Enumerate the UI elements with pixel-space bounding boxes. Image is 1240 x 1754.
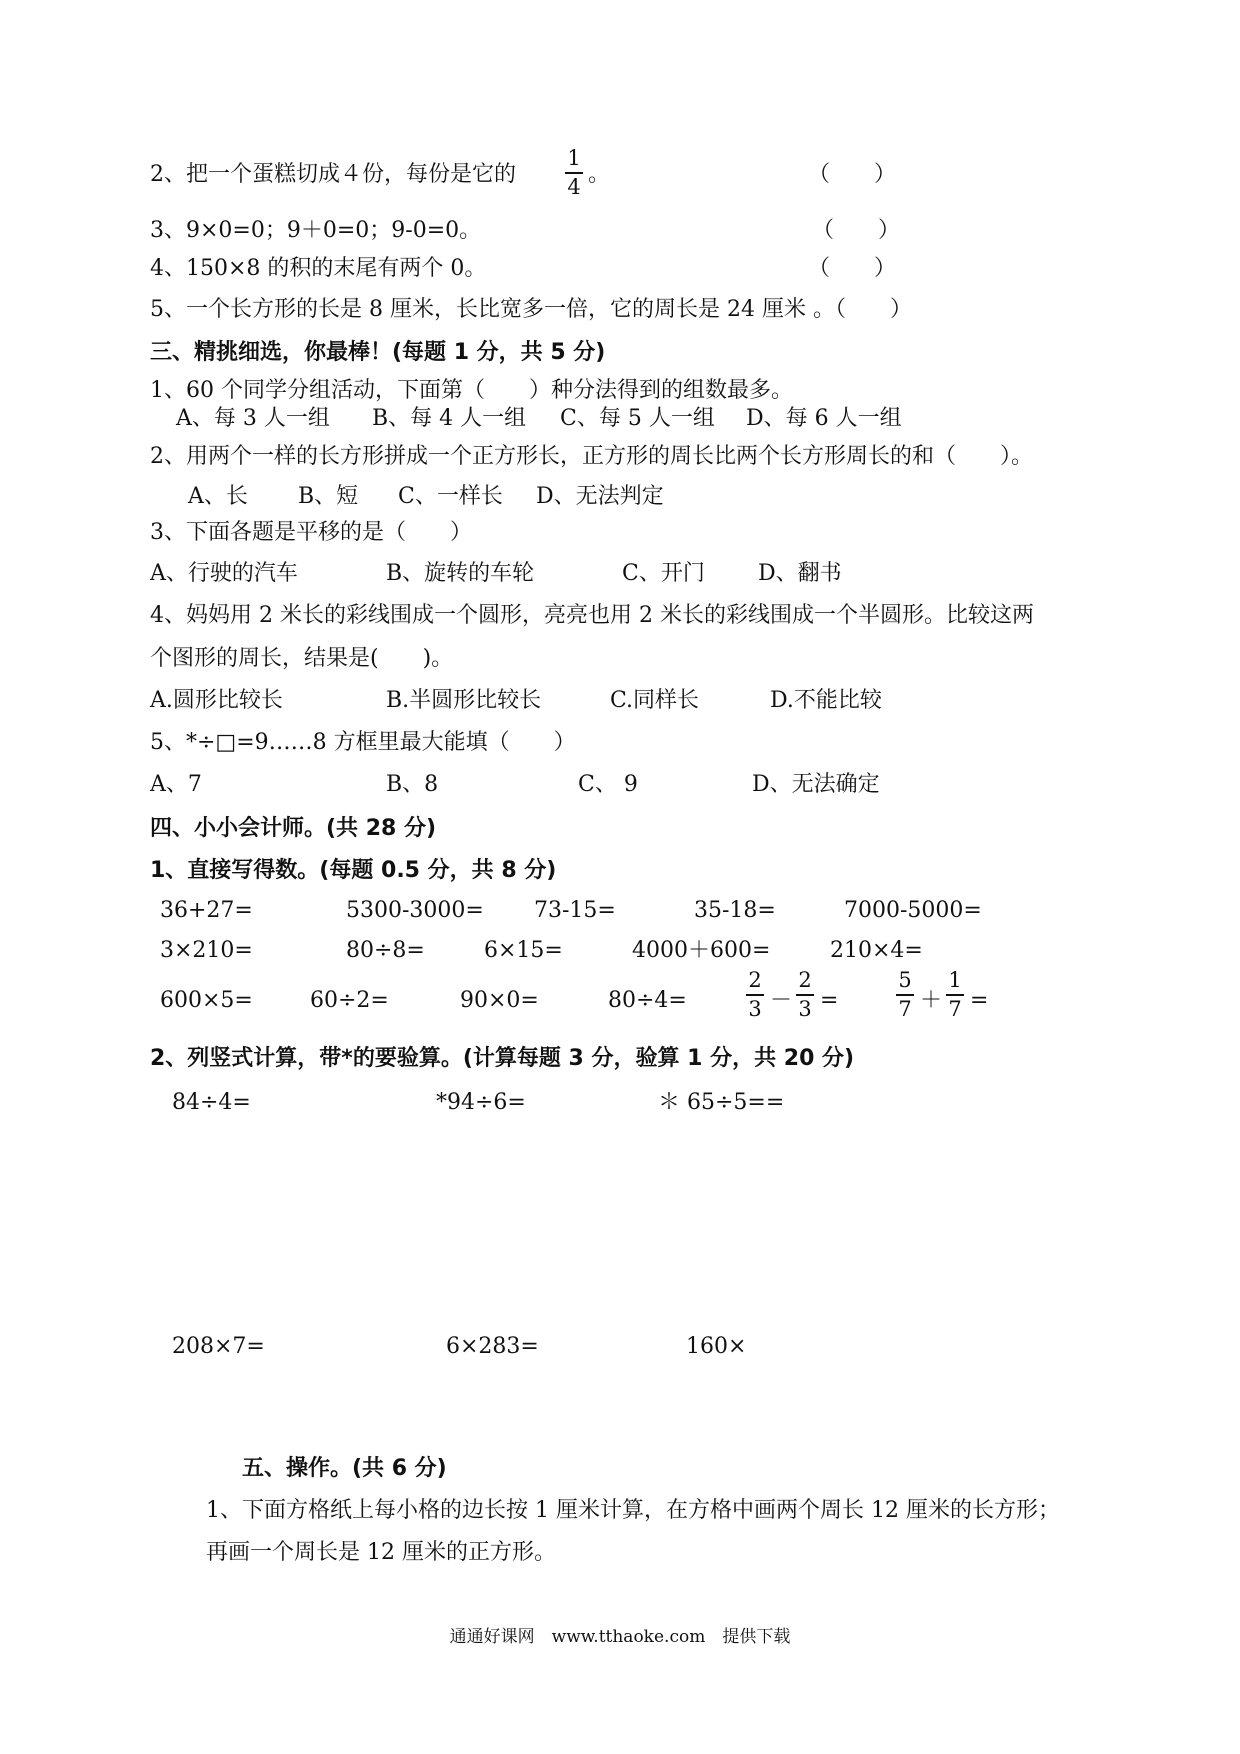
tf-q5: 5、一个长方形的长是 8 厘米，长比宽多一倍，它的周长是 24 厘米 。（ ） (150, 297, 912, 322)
mc-q3-opt-d[interactable]: D、翻书 (758, 561, 842, 586)
vertical-calc: 208×7= (172, 1334, 265, 1359)
mental-calc: 80÷4= (608, 988, 687, 1013)
mc-q1-opt-b[interactable]: B、每 4 人一组 (372, 406, 527, 431)
mc-q4-opt-a[interactable]: A.圆形比较长 (150, 688, 283, 713)
fraction-2-3: 2 3 (744, 970, 766, 1020)
mc-q5-opt-b[interactable]: B、8 (386, 772, 439, 797)
section-5-title: 五、操作。(共 6 分) (242, 1456, 447, 1481)
fraction-2-3: 2 3 (794, 970, 816, 1020)
operation-q1-line1: 1、下面方格纸上每小格的边长按 1 厘米计算，在方格中画两个周长 12 厘米的长方形； (206, 1498, 1060, 1523)
mental-calc: 73-15= (534, 898, 616, 923)
mental-calc: 4000＋600= (632, 938, 771, 963)
mc-q3-opt-b[interactable]: B、旋转的车轮 (386, 561, 535, 586)
mental-calc: 90×0= (460, 988, 539, 1013)
tf-q3: 3、9×0=0；9＋0=0；9-0=0。 (150, 218, 482, 243)
mental-calc: 6×15= (484, 938, 563, 963)
mc-q1-opt-c[interactable]: C、每 5 人一组 (560, 406, 715, 431)
mc-q5: 5、*÷□=9……8 方框里最大能填（ ） (150, 730, 576, 755)
mc-q2-opt-b[interactable]: B、短 (298, 484, 359, 509)
operation-q1-line2: 再画一个周长是 12 厘米的正方形。 (206, 1540, 556, 1565)
mc-q4-line1: 4、妈妈用 2 米长的彩线围成一个圆形，亮亮也用 2 米长的彩线围成一个半圆形。比较这两 (150, 603, 1034, 628)
equals-sign: = (970, 988, 989, 1013)
mc-q5-opt-c[interactable]: C、 9 (578, 772, 638, 797)
mc-q2: 2、用两个一样的长方形拼成一个正方形长，正方形的周长比两个长方形周长的和（ ）。 (150, 444, 1034, 469)
tf-q2-answer-paren[interactable]: （ ） (808, 162, 897, 187)
mc-q5-opt-a[interactable]: A、7 (150, 772, 202, 797)
mc-q3-opt-a[interactable]: A、行驶的汽车 (150, 561, 298, 586)
mental-calc: 7000-5000= (844, 898, 982, 923)
section-4-sub1: 1、直接写得数。(每题 0.5 分，共 8 分) (150, 858, 557, 883)
section-3-title: 三、精挑细选，你最棒！(每题 1 分，共 5 分) (150, 340, 606, 365)
tf-q2-tail: 。 (588, 162, 611, 187)
mc-q1-opt-d[interactable]: D、每 6 人一组 (746, 406, 902, 431)
equals-sign: = (820, 988, 839, 1013)
mental-calc: 60÷2= (310, 988, 389, 1013)
mc-q4-opt-b[interactable]: B.半圆形比较长 (386, 688, 542, 713)
mc-q2-opt-a[interactable]: A、长 (188, 484, 248, 509)
fraction-5-7: 5 7 (894, 970, 916, 1020)
vertical-calc: 84÷4= (172, 1090, 251, 1115)
mc-q4-opt-c[interactable]: C.同样长 (610, 688, 700, 713)
tf-q4: 4、150×8 的积的末尾有两个 0。 (150, 256, 487, 281)
mental-calc: 36+27= (160, 898, 253, 923)
mental-calc: 80÷8= (346, 938, 425, 963)
fraction-1-7: 1 7 (944, 970, 966, 1020)
tf-q2: 2、把一个蛋糕切成４份，每份是它的 (150, 162, 516, 187)
section-4-title: 四、小小会计师。(共 28 分) (150, 816, 437, 841)
mc-q2-opt-d[interactable]: D、无法判定 (536, 484, 664, 509)
mc-q3-opt-c[interactable]: C、开门 (622, 561, 705, 586)
mc-q4-line2: 个图形的周长，结果是( )。 (150, 646, 454, 671)
mental-calc: 3×210= (160, 938, 253, 963)
mental-calc: 35-18= (694, 898, 776, 923)
mental-calc: 210×4= (830, 938, 923, 963)
mc-q5-opt-d[interactable]: D、无法确定 (752, 772, 880, 797)
tf-q4-answer-paren[interactable]: （ ） (808, 256, 897, 281)
footer-source: 通通好课网 www.tthaoke.com 提供下载 (449, 1627, 791, 1647)
mc-q3: 3、下面各题是平移的是（ ） (150, 520, 472, 545)
tf-q3-answer-paren[interactable]: （ ） (812, 218, 901, 243)
mental-calc: 5300-3000= (346, 898, 484, 923)
vertical-calc: ＊ 65÷5== (658, 1090, 785, 1115)
mc-q1: 1、60 个同学分组活动，下面第（ ）种分法得到的组数最多。 (150, 378, 793, 403)
vertical-calc: 160× (686, 1334, 747, 1359)
mc-q4-opt-d[interactable]: D.不能比较 (770, 688, 882, 713)
vertical-calc: 6×283= (446, 1334, 539, 1359)
mental-calc: 600×5= (160, 988, 253, 1013)
vertical-calc: *94÷6= (436, 1090, 526, 1115)
plus-sign: ＋ (920, 988, 943, 1013)
mc-q1-opt-a[interactable]: A、每 3 人一组 (176, 406, 330, 431)
minus-sign: － (770, 988, 793, 1013)
mc-q2-opt-c[interactable]: C、一样长 (398, 484, 503, 509)
tf-q2-fraction: 1 4 (563, 148, 585, 198)
section-4-sub2: 2、列竖式计算，带*的要验算。(计算每题 3 分，验算 1 分，共 20 分) (150, 1046, 855, 1071)
